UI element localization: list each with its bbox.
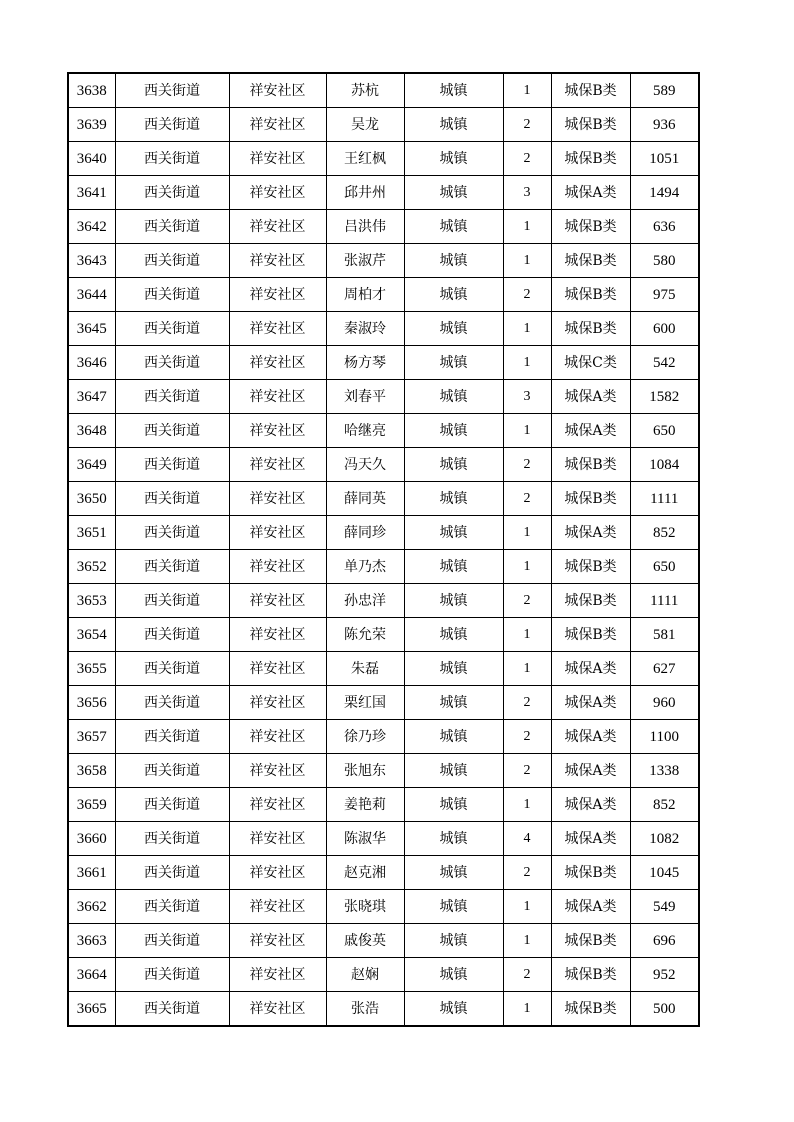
cell-street: 西关街道 [115, 108, 229, 142]
cell-area: 城镇 [404, 924, 503, 958]
table-row [68, 414, 699, 448]
cell-name: 苏杭 [326, 73, 404, 108]
table-row [68, 754, 699, 788]
cell-street: 西关街道 [115, 278, 229, 312]
cell-street: 西关街道 [115, 584, 229, 618]
cell-street: 西关街道 [115, 448, 229, 482]
cell-id: 3641 [68, 176, 115, 210]
cell-street: 西关街道 [115, 142, 229, 176]
cell-id: 3665 [68, 992, 115, 1027]
cell-id: 3646 [68, 346, 115, 380]
cell-category: 城保B类 [551, 618, 630, 652]
cell-category: 城保B类 [551, 142, 630, 176]
cell-category: 城保A类 [551, 720, 630, 754]
cell-area: 城镇 [404, 73, 503, 108]
cell-community: 祥安社区 [229, 618, 326, 652]
cell-amount: 627 [630, 652, 699, 686]
cell-category: 城保A类 [551, 516, 630, 550]
cell-id: 3642 [68, 210, 115, 244]
cell-household-count: 2 [503, 958, 551, 992]
cell-street: 西关街道 [115, 890, 229, 924]
cell-household-count: 2 [503, 754, 551, 788]
cell-household-count: 2 [503, 720, 551, 754]
cell-community: 祥安社区 [229, 482, 326, 516]
cell-name: 刘春平 [326, 380, 404, 414]
cell-name: 吴龙 [326, 108, 404, 142]
cell-name: 张浩 [326, 992, 404, 1027]
cell-id: 3662 [68, 890, 115, 924]
table-row [68, 686, 699, 720]
cell-amount: 549 [630, 890, 699, 924]
cell-category: 城保A类 [551, 822, 630, 856]
cell-community: 祥安社区 [229, 720, 326, 754]
cell-household-count: 4 [503, 822, 551, 856]
cell-category: 城保B类 [551, 73, 630, 108]
cell-amount: 952 [630, 958, 699, 992]
cell-id: 3648 [68, 414, 115, 448]
cell-area: 城镇 [404, 720, 503, 754]
cell-household-count: 2 [503, 108, 551, 142]
cell-household-count: 1 [503, 73, 551, 108]
cell-amount: 650 [630, 414, 699, 448]
cell-amount: 581 [630, 618, 699, 652]
cell-community: 祥安社区 [229, 380, 326, 414]
cell-category: 城保A类 [551, 652, 630, 686]
cell-street: 西关街道 [115, 176, 229, 210]
cell-street: 西关街道 [115, 652, 229, 686]
cell-category: 城保A类 [551, 414, 630, 448]
cell-name: 薛同英 [326, 482, 404, 516]
cell-category: 城保B类 [551, 210, 630, 244]
cell-amount: 1111 [630, 584, 699, 618]
cell-category: 城保A类 [551, 788, 630, 822]
cell-name: 单乃杰 [326, 550, 404, 584]
cell-category: 城保B类 [551, 924, 630, 958]
cell-street: 西关街道 [115, 482, 229, 516]
table-row [68, 720, 699, 754]
table-row [68, 448, 699, 482]
table-row [68, 380, 699, 414]
cell-amount: 636 [630, 210, 699, 244]
cell-community: 祥安社区 [229, 890, 326, 924]
cell-amount: 580 [630, 244, 699, 278]
cell-id: 3658 [68, 754, 115, 788]
cell-household-count: 1 [503, 652, 551, 686]
cell-amount: 1338 [630, 754, 699, 788]
table-row [68, 856, 699, 890]
cell-id: 3652 [68, 550, 115, 584]
cell-street: 西关街道 [115, 856, 229, 890]
cell-community: 祥安社区 [229, 516, 326, 550]
cell-amount: 589 [630, 73, 699, 108]
cell-street: 西关街道 [115, 210, 229, 244]
cell-amount: 650 [630, 550, 699, 584]
cell-name: 徐乃珍 [326, 720, 404, 754]
cell-community: 祥安社区 [229, 584, 326, 618]
cell-amount: 1582 [630, 380, 699, 414]
cell-street: 西关街道 [115, 414, 229, 448]
cell-name: 赵克湘 [326, 856, 404, 890]
cell-street: 西关街道 [115, 550, 229, 584]
cell-household-count: 3 [503, 380, 551, 414]
cell-id: 3660 [68, 822, 115, 856]
cell-name: 朱磊 [326, 652, 404, 686]
cell-category: 城保B类 [551, 482, 630, 516]
cell-area: 城镇 [404, 244, 503, 278]
cell-street: 西关街道 [115, 312, 229, 346]
cell-id: 3643 [68, 244, 115, 278]
table-row [68, 482, 699, 516]
cell-amount: 1100 [630, 720, 699, 754]
cell-id: 3638 [68, 73, 115, 108]
cell-id: 3654 [68, 618, 115, 652]
cell-area: 城镇 [404, 448, 503, 482]
cell-household-count: 1 [503, 992, 551, 1027]
table-row [68, 176, 699, 210]
cell-category: 城保A类 [551, 176, 630, 210]
table-row [68, 550, 699, 584]
cell-name: 张淑芹 [326, 244, 404, 278]
cell-community: 祥安社区 [229, 788, 326, 822]
cell-category: 城保B类 [551, 550, 630, 584]
cell-street: 西关街道 [115, 73, 229, 108]
cell-name: 杨方琴 [326, 346, 404, 380]
cell-area: 城镇 [404, 108, 503, 142]
cell-household-count: 2 [503, 856, 551, 890]
cell-name: 秦淑玲 [326, 312, 404, 346]
cell-area: 城镇 [404, 380, 503, 414]
cell-household-count: 1 [503, 890, 551, 924]
cell-street: 西关街道 [115, 380, 229, 414]
cell-amount: 500 [630, 992, 699, 1027]
table-row [68, 210, 699, 244]
cell-id: 3659 [68, 788, 115, 822]
table-row [68, 142, 699, 176]
cell-area: 城镇 [404, 414, 503, 448]
cell-community: 祥安社区 [229, 958, 326, 992]
cell-street: 西关街道 [115, 788, 229, 822]
cell-community: 祥安社区 [229, 346, 326, 380]
cell-amount: 852 [630, 788, 699, 822]
cell-category: 城保B类 [551, 108, 630, 142]
cell-community: 祥安社区 [229, 550, 326, 584]
cell-household-count: 2 [503, 482, 551, 516]
cell-amount: 696 [630, 924, 699, 958]
cell-id: 3651 [68, 516, 115, 550]
data-table [67, 72, 700, 1027]
cell-community: 祥安社区 [229, 73, 326, 108]
cell-community: 祥安社区 [229, 312, 326, 346]
cell-id: 3656 [68, 686, 115, 720]
cell-amount: 1494 [630, 176, 699, 210]
cell-category: 城保B类 [551, 584, 630, 618]
cell-community: 祥安社区 [229, 652, 326, 686]
table-row [68, 924, 699, 958]
cell-category: 城保B类 [551, 312, 630, 346]
cell-street: 西关街道 [115, 244, 229, 278]
cell-category: 城保A类 [551, 890, 630, 924]
cell-household-count: 2 [503, 278, 551, 312]
cell-household-count: 1 [503, 244, 551, 278]
cell-community: 祥安社区 [229, 856, 326, 890]
cell-name: 邱井州 [326, 176, 404, 210]
cell-street: 西关街道 [115, 516, 229, 550]
table-row [68, 312, 699, 346]
table-row [68, 278, 699, 312]
cell-amount: 1084 [630, 448, 699, 482]
cell-area: 城镇 [404, 210, 503, 244]
cell-area: 城镇 [404, 890, 503, 924]
cell-household-count: 1 [503, 516, 551, 550]
cell-category: 城保C类 [551, 346, 630, 380]
cell-household-count: 1 [503, 414, 551, 448]
cell-street: 西关街道 [115, 618, 229, 652]
cell-amount: 1082 [630, 822, 699, 856]
cell-name: 周柏才 [326, 278, 404, 312]
cell-id: 3653 [68, 584, 115, 618]
cell-community: 祥安社区 [229, 142, 326, 176]
cell-amount: 960 [630, 686, 699, 720]
cell-community: 祥安社区 [229, 822, 326, 856]
table-row [68, 992, 699, 1027]
cell-id: 3645 [68, 312, 115, 346]
cell-area: 城镇 [404, 142, 503, 176]
cell-area: 城镇 [404, 312, 503, 346]
cell-household-count: 1 [503, 618, 551, 652]
cell-area: 城镇 [404, 958, 503, 992]
cell-name: 王红枫 [326, 142, 404, 176]
cell-area: 城镇 [404, 652, 503, 686]
cell-area: 城镇 [404, 788, 503, 822]
table-row [68, 618, 699, 652]
cell-area: 城镇 [404, 686, 503, 720]
table-row [68, 958, 699, 992]
cell-amount: 852 [630, 516, 699, 550]
cell-name: 孙忠洋 [326, 584, 404, 618]
cell-id: 3655 [68, 652, 115, 686]
table-row [68, 73, 699, 108]
cell-name: 吕洪伟 [326, 210, 404, 244]
cell-area: 城镇 [404, 516, 503, 550]
table-row [68, 652, 699, 686]
cell-name: 姜艳莉 [326, 788, 404, 822]
cell-category: 城保B类 [551, 856, 630, 890]
cell-name: 陈允荣 [326, 618, 404, 652]
table-row [68, 584, 699, 618]
cell-household-count: 1 [503, 346, 551, 380]
cell-household-count: 1 [503, 210, 551, 244]
cell-community: 祥安社区 [229, 278, 326, 312]
cell-community: 祥安社区 [229, 244, 326, 278]
cell-category: 城保B类 [551, 992, 630, 1027]
cell-household-count: 2 [503, 448, 551, 482]
cell-area: 城镇 [404, 584, 503, 618]
cell-community: 祥安社区 [229, 992, 326, 1027]
cell-id: 3657 [68, 720, 115, 754]
cell-category: 城保B类 [551, 958, 630, 992]
cell-community: 祥安社区 [229, 414, 326, 448]
cell-category: 城保B类 [551, 448, 630, 482]
cell-id: 3661 [68, 856, 115, 890]
table-body [68, 73, 699, 1026]
cell-name: 赵娴 [326, 958, 404, 992]
cell-community: 祥安社区 [229, 754, 326, 788]
cell-area: 城镇 [404, 176, 503, 210]
cell-id: 3663 [68, 924, 115, 958]
cell-id: 3650 [68, 482, 115, 516]
cell-street: 西关街道 [115, 822, 229, 856]
cell-amount: 1045 [630, 856, 699, 890]
cell-household-count: 3 [503, 176, 551, 210]
cell-area: 城镇 [404, 618, 503, 652]
cell-category: 城保A类 [551, 686, 630, 720]
cell-category: 城保A类 [551, 380, 630, 414]
cell-area: 城镇 [404, 346, 503, 380]
cell-amount: 936 [630, 108, 699, 142]
cell-amount: 1111 [630, 482, 699, 516]
cell-name: 冯天久 [326, 448, 404, 482]
cell-amount: 1051 [630, 142, 699, 176]
cell-name: 陈淑华 [326, 822, 404, 856]
cell-id: 3644 [68, 278, 115, 312]
cell-category: 城保A类 [551, 754, 630, 788]
cell-area: 城镇 [404, 992, 503, 1027]
cell-community: 祥安社区 [229, 108, 326, 142]
cell-household-count: 2 [503, 142, 551, 176]
cell-amount: 600 [630, 312, 699, 346]
cell-category: 城保B类 [551, 244, 630, 278]
cell-community: 祥安社区 [229, 924, 326, 958]
table-row [68, 822, 699, 856]
cell-id: 3640 [68, 142, 115, 176]
cell-name: 戚俊英 [326, 924, 404, 958]
cell-street: 西关街道 [115, 686, 229, 720]
cell-area: 城镇 [404, 550, 503, 584]
cell-id: 3647 [68, 380, 115, 414]
cell-household-count: 2 [503, 584, 551, 618]
cell-name: 薛同珍 [326, 516, 404, 550]
cell-household-count: 1 [503, 550, 551, 584]
cell-area: 城镇 [404, 856, 503, 890]
cell-street: 西关街道 [115, 992, 229, 1027]
cell-community: 祥安社区 [229, 210, 326, 244]
cell-street: 西关街道 [115, 924, 229, 958]
table-row [68, 890, 699, 924]
cell-community: 祥安社区 [229, 176, 326, 210]
cell-area: 城镇 [404, 754, 503, 788]
cell-household-count: 1 [503, 312, 551, 346]
cell-community: 祥安社区 [229, 448, 326, 482]
cell-name: 哈继亮 [326, 414, 404, 448]
cell-id: 3664 [68, 958, 115, 992]
table-row [68, 108, 699, 142]
cell-area: 城镇 [404, 482, 503, 516]
cell-area: 城镇 [404, 278, 503, 312]
cell-name: 张晓琪 [326, 890, 404, 924]
cell-id: 3639 [68, 108, 115, 142]
table-row [68, 346, 699, 380]
cell-street: 西关街道 [115, 346, 229, 380]
cell-name: 栗红国 [326, 686, 404, 720]
cell-street: 西关街道 [115, 720, 229, 754]
cell-amount: 975 [630, 278, 699, 312]
cell-household-count: 1 [503, 924, 551, 958]
cell-category: 城保B类 [551, 278, 630, 312]
cell-amount: 542 [630, 346, 699, 380]
cell-name: 张旭东 [326, 754, 404, 788]
cell-street: 西关街道 [115, 958, 229, 992]
cell-community: 祥安社区 [229, 686, 326, 720]
table-row [68, 788, 699, 822]
cell-id: 3649 [68, 448, 115, 482]
cell-area: 城镇 [404, 822, 503, 856]
table-row [68, 244, 699, 278]
cell-street: 西关街道 [115, 754, 229, 788]
table-row [68, 516, 699, 550]
cell-household-count: 2 [503, 686, 551, 720]
cell-household-count: 1 [503, 788, 551, 822]
